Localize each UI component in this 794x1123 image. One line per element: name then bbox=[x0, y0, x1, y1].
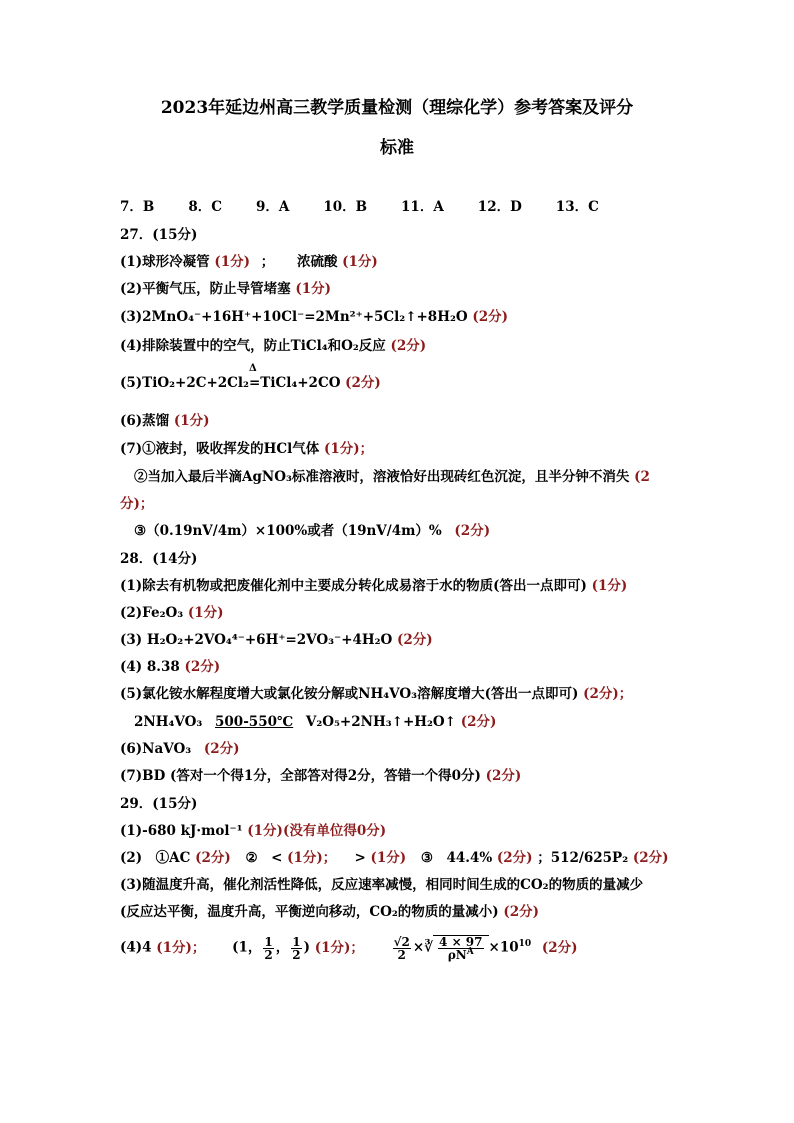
q28-5: (5)氯化铵水解程度增大或氯化铵分解或NH₄VO₃溶解度增大(答出一点即可) bbox=[120, 686, 579, 702]
coord-comma: ， bbox=[275, 939, 290, 956]
q27-part6 bbox=[120, 415, 210, 429]
q27-1-points: (1分) bbox=[214, 254, 251, 270]
power-exponent: 10 bbox=[518, 939, 532, 949]
q27-7c: ③（0.19nV/4m）×100%或者（19nV/4m）% bbox=[134, 523, 442, 539]
fraction-half-2 bbox=[291, 936, 301, 961]
q27-part7a bbox=[120, 443, 373, 457]
q28-part7 bbox=[120, 770, 521, 784]
q28-7: (7)BD (答对一个得1分，全部答对得2分，答错一个得0分) bbox=[120, 768, 481, 784]
power-ten: ×10 bbox=[488, 939, 519, 956]
q29-4a-points: (1分)； bbox=[156, 939, 206, 956]
answer-10: 10．B bbox=[323, 199, 368, 215]
radicand-fraction bbox=[433, 935, 488, 961]
answer-13: 13．C bbox=[555, 199, 599, 215]
frac-num: 1 bbox=[292, 934, 301, 949]
q27-5-reactants: (5)TiO₂+2C+2Cl₂ bbox=[120, 375, 249, 391]
q27-7c-points: (2分) bbox=[454, 523, 491, 539]
q28-5b-points: (2分) bbox=[460, 714, 497, 730]
document-title: 2023年延边州高三教学质量检测（理综化学）参考答案及评分 bbox=[160, 98, 634, 118]
frac-den: 2 bbox=[264, 947, 273, 962]
q28-6: (6)NaVO₃ bbox=[120, 741, 192, 757]
q29-2d-points: (2分) bbox=[496, 850, 533, 866]
q27-7b: ②当加入最后半滴AgNO₃标准溶液时，溶液恰好出现砖红色沉淀，且半分钟不消失 bbox=[134, 469, 630, 485]
q29-4a: (4)4 bbox=[120, 939, 152, 956]
q27-1-sep: ； bbox=[260, 254, 275, 270]
q29-part2 bbox=[120, 852, 668, 866]
q27-4-points: (2分) bbox=[390, 338, 427, 354]
q27-6: (6)蒸馏 bbox=[120, 413, 170, 429]
q29-3-points: (2分) bbox=[503, 904, 540, 920]
q29-4c-points: (2分) bbox=[541, 939, 578, 956]
rho-n: ρN bbox=[447, 948, 467, 962]
q29-2b-points: (1分)； bbox=[287, 850, 337, 866]
document-title-continued: 标准 bbox=[380, 138, 414, 158]
q29-2e: ；512/625P₂ bbox=[537, 850, 629, 866]
q29-1-note: (没有单位得0分) bbox=[282, 823, 387, 839]
q29-part3-continued bbox=[120, 906, 539, 920]
q28-part3 bbox=[120, 634, 433, 648]
q27-heading: 27．(15分) bbox=[120, 227, 198, 243]
coord-close: ) bbox=[303, 939, 311, 956]
q27-part7b bbox=[134, 471, 650, 485]
q29-1: (1)-680 kJ·mol⁻¹ bbox=[120, 823, 243, 839]
multiple-choice-answers bbox=[120, 201, 633, 215]
q28-part2 bbox=[120, 607, 224, 621]
q29-2a-points: (2分) bbox=[195, 850, 231, 866]
frac-num: √2 bbox=[393, 934, 410, 949]
radicand-frac bbox=[438, 936, 483, 961]
radicand bbox=[433, 935, 488, 961]
q28-part5-equation bbox=[134, 716, 496, 730]
q28-1-points: (1分) bbox=[591, 578, 628, 594]
q27-1b: 浓硫酸 bbox=[296, 254, 338, 270]
answer-9: 9．A bbox=[255, 199, 290, 215]
q29-part3 bbox=[120, 879, 643, 893]
answer-12: 12．D bbox=[477, 199, 522, 215]
q29-2a: (2) ①AC bbox=[120, 850, 191, 866]
answer-8: 8．C bbox=[188, 199, 222, 215]
fraction-half-1 bbox=[263, 936, 273, 961]
q29-part1 bbox=[120, 825, 386, 839]
answer-7: 7．B bbox=[120, 199, 155, 215]
q27-part7c bbox=[134, 525, 490, 539]
q29-2c-points: (1分) bbox=[370, 850, 407, 866]
q27-2-points: (1分) bbox=[295, 281, 332, 297]
q28-part5 bbox=[120, 688, 632, 702]
q28-heading: 28．(14分) bbox=[120, 551, 198, 567]
answer-11: 11．A bbox=[401, 199, 444, 215]
coord-open: (1， bbox=[232, 939, 262, 956]
q29-heading: 29．(15分) bbox=[120, 796, 198, 812]
fraction-root2-over-2 bbox=[393, 936, 411, 961]
q28-part1 bbox=[120, 580, 627, 594]
q29-4b-points: (1分)； bbox=[314, 939, 364, 956]
q28-4: (4) 8.38 bbox=[120, 659, 180, 675]
q27-7a-points: (1分)； bbox=[324, 441, 374, 457]
q28-2: (2)Fe₂O₃ bbox=[120, 605, 184, 621]
q28-3-equation: (3) H₂O₂+2VO₄⁴⁻+6H⁺=2VO₃⁻+4H₂O bbox=[120, 632, 393, 648]
q28-part6 bbox=[120, 743, 240, 757]
radicand-num: 4 × 97 bbox=[439, 935, 483, 949]
q29-2e-points: (2分) bbox=[632, 850, 669, 866]
q27-1a: (1)球形冷凝管 bbox=[120, 254, 210, 270]
q27-3-equation: (3)2MnO₄⁻+16H⁺+10Cl⁻=2Mn²⁺+5Cl₂↑+8H₂O bbox=[120, 309, 468, 325]
q28-5-products: V₂O₅+2NH₃↑+H₂O↑ bbox=[305, 714, 456, 730]
q27-5-points: (2分) bbox=[345, 375, 381, 391]
q29-3b: (反应达平衡，温度升高，平衡逆向移动，CO₂的物质的量减小) bbox=[120, 904, 499, 920]
q28-5-reactant: 2NH₄VO₃ bbox=[134, 714, 203, 730]
q29-3a: (3)随温度升高，催化剂活性降低，反应速率减慢，相同时间生成的CO₂的物质的量减少 bbox=[120, 877, 644, 893]
q27-part2 bbox=[120, 283, 331, 297]
q27-7b-points: (2 bbox=[634, 469, 650, 485]
q27-7a: (7)①液封，吸收挥发的HCl气体 bbox=[120, 441, 320, 457]
frac-den: 2 bbox=[292, 947, 301, 962]
q28-2-points: (1分) bbox=[187, 605, 224, 621]
q28-3-points: (2分) bbox=[397, 632, 433, 648]
q27-1b-points: (1分) bbox=[342, 254, 378, 270]
reaction-condition: 500-550℃ bbox=[215, 714, 294, 730]
q27-part3 bbox=[120, 311, 508, 325]
avogadro-sub: A bbox=[466, 947, 474, 957]
q27-5-products: TiCl₄+2CO bbox=[260, 375, 341, 391]
frac-num: 1 bbox=[264, 934, 273, 949]
q27-part5 bbox=[120, 377, 381, 391]
q29-2b: ② < bbox=[245, 850, 283, 866]
q29-part4 bbox=[120, 935, 578, 961]
q29-2c: > bbox=[340, 850, 366, 866]
q27-4: (4)排除装置中的空气，防止TiCl₄和O₂反应 bbox=[120, 338, 386, 354]
q27-part7b-continued bbox=[120, 498, 153, 512]
q28-6-points: (2分) bbox=[203, 741, 240, 757]
q28-5-points: (2分)； bbox=[583, 686, 633, 702]
q27-6-points: (1分) bbox=[173, 413, 210, 429]
q27-part4 bbox=[120, 340, 426, 354]
q27-3-points: (2分) bbox=[472, 309, 509, 325]
q28-1: (1)除去有机物或把废催化剂中主要成分转化成易溶于水的物质(答出一点即可) bbox=[120, 578, 587, 594]
radicand-den bbox=[438, 949, 483, 961]
q27-part1 bbox=[120, 256, 378, 270]
frac-den: 2 bbox=[397, 947, 406, 962]
heat-symbol: Δ = bbox=[249, 375, 260, 391]
q29-2d: ③ 44.4% bbox=[420, 850, 493, 866]
q27-7b-points-cont: 分)； bbox=[120, 496, 154, 512]
q28-4-points: (2分) bbox=[184, 659, 221, 675]
times-cube-root: ×∛ bbox=[412, 939, 434, 956]
q28-part4 bbox=[120, 661, 220, 675]
q29-1-points: (1分) bbox=[247, 823, 283, 839]
q27-2: (2)平衡气压，防止导管堵塞 bbox=[120, 281, 291, 297]
q28-7-points: (2分) bbox=[485, 768, 522, 784]
